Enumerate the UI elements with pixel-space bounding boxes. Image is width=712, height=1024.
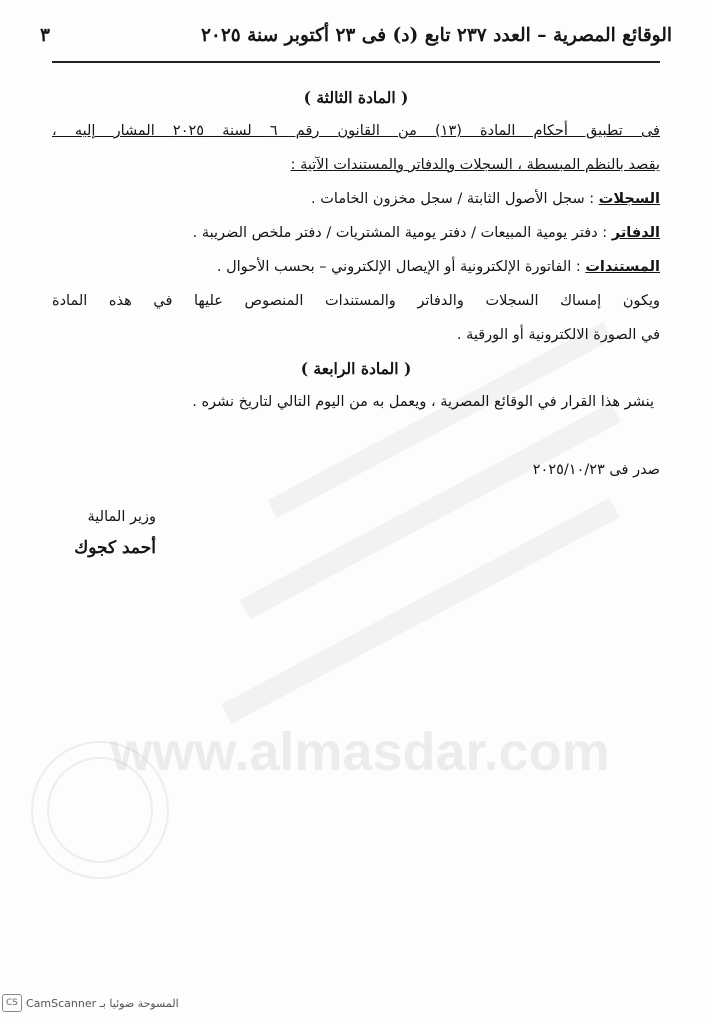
books-line xyxy=(52,223,660,243)
records-term: السجلات xyxy=(598,191,660,207)
books-text: : دفتر يومية المبيعات / دفتر يومية المشتريات / دفتر ملخص الضريبة . xyxy=(192,225,612,241)
camscanner-icon: CS xyxy=(2,994,22,1012)
article3-intro-line1: فى تطبيق أحكام المادة (١٣) من القانون رقم ٦ لسنة ٢٠٢٥ المشار إليه ، xyxy=(52,123,660,139)
records-text: : سجل الأصول الثابتة / سجل مخزون الخامات . xyxy=(311,191,599,207)
documents-line xyxy=(52,257,660,277)
document-body xyxy=(52,80,660,426)
watermark-text: www.almasdar.com xyxy=(110,722,610,782)
article3-heading: ( المادة الثالثة ) xyxy=(303,88,409,107)
scanner-footer xyxy=(0,992,230,1014)
documents-term: المستندات xyxy=(585,259,660,275)
header-divider xyxy=(52,61,660,63)
article4-heading: ( المادة الرابعة ) xyxy=(300,359,412,378)
issue-date: صدر فى ٢٠٢٥/١٠/٢٣ xyxy=(532,462,660,478)
article3-closing-line2: في الصورة الالكترونية أو الورقية . xyxy=(456,327,660,343)
stamp-watermark-icon xyxy=(32,742,168,878)
article4-text: ينشر هذا القرار في الوقائع المصرية ، ويعمل به من اليوم التالي لتاريخ نشره . xyxy=(192,394,654,410)
records-line xyxy=(52,189,660,209)
signatory-name: أحمد كجوك xyxy=(74,538,156,558)
books-term: الدفاتر xyxy=(611,225,660,241)
gazette-header xyxy=(40,18,672,52)
article3-intro-line2: يقصد بالنظم المبسطة ، السجلات والدفاتر والمستندات الآتية : xyxy=(290,157,660,173)
article3-closing-line1: ويكون إمساك السجلات والدفاتر والمستندات المنصوص عليها في هذه المادة xyxy=(52,293,660,309)
signatory-title: وزير المالية xyxy=(87,509,156,525)
scanner-footer-text: CamScanner المسوحة ضوئيا بـ xyxy=(26,996,179,1010)
documents-text: : الفاتورة الإلكترونية أو الإيصال الإلكتروني – بحسب الأحوال . xyxy=(216,259,586,275)
header-title: الوقائع المصرية – العدد ٢٣٧ تابع (د) فى ٢٣ أكتوبر سنة ٢٠٢٥ xyxy=(200,24,672,46)
page-number: ٣ xyxy=(40,24,50,46)
